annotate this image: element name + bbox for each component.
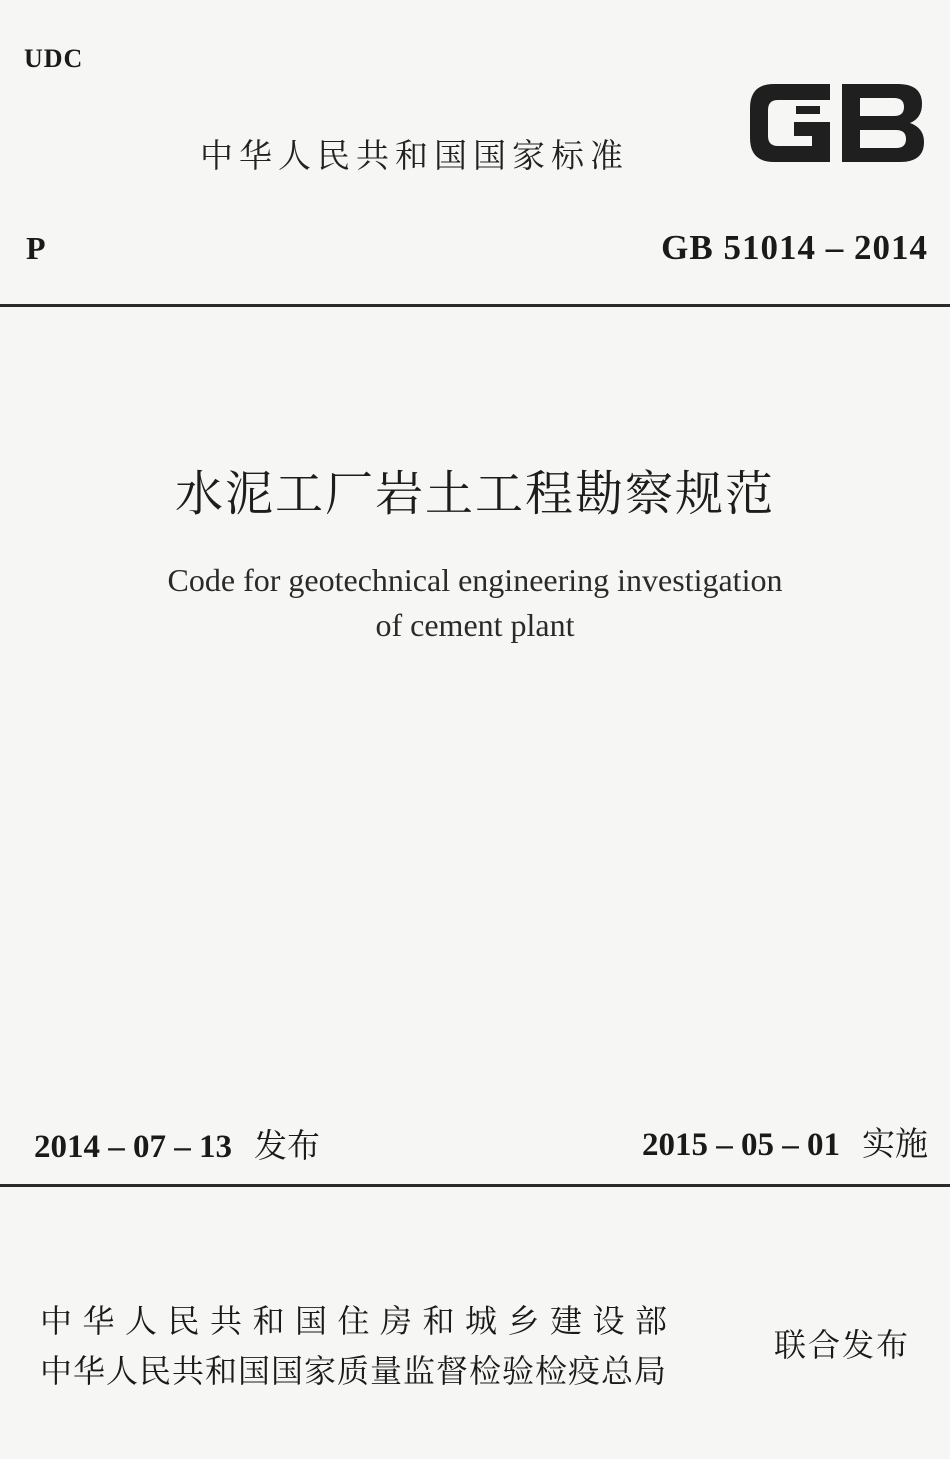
- implement-date: 2015 – 05 – 01: [642, 1127, 840, 1163]
- joint-publish-label: 联合发布: [774, 1326, 911, 1364]
- publisher-line2: 中华人民共和国国家质量监督检验检疫总局: [40, 1352, 668, 1390]
- issue-date-block: [34, 1120, 320, 1167]
- top-divider: [0, 304, 950, 307]
- issue-label: 发布: [254, 1126, 320, 1165]
- udc-label: UDC: [24, 44, 84, 73]
- publishers-block: [40, 1296, 678, 1396]
- implement-label: 实施: [862, 1124, 928, 1163]
- bottom-divider: [0, 1184, 950, 1187]
- publisher-line1: 中华人民共和国住房和城乡建设部: [40, 1302, 678, 1340]
- standard-number: GB 51014 – 2014: [661, 228, 928, 267]
- category-code: P: [26, 230, 46, 266]
- standard-type-heading: 中华人民共和国国家标准: [200, 136, 629, 175]
- gb-logo-icon: [744, 76, 928, 170]
- issue-date: 2014 – 07 – 13: [34, 1129, 232, 1165]
- title-chinese: 水泥工厂岩土工程勘察规范: [174, 466, 775, 522]
- title-english-line2: of cement plant: [375, 607, 575, 643]
- title-english-line1: Code for geotechnical engineering investigation: [167, 562, 783, 598]
- implement-date-block: [642, 1118, 928, 1165]
- title-english: [0, 558, 950, 648]
